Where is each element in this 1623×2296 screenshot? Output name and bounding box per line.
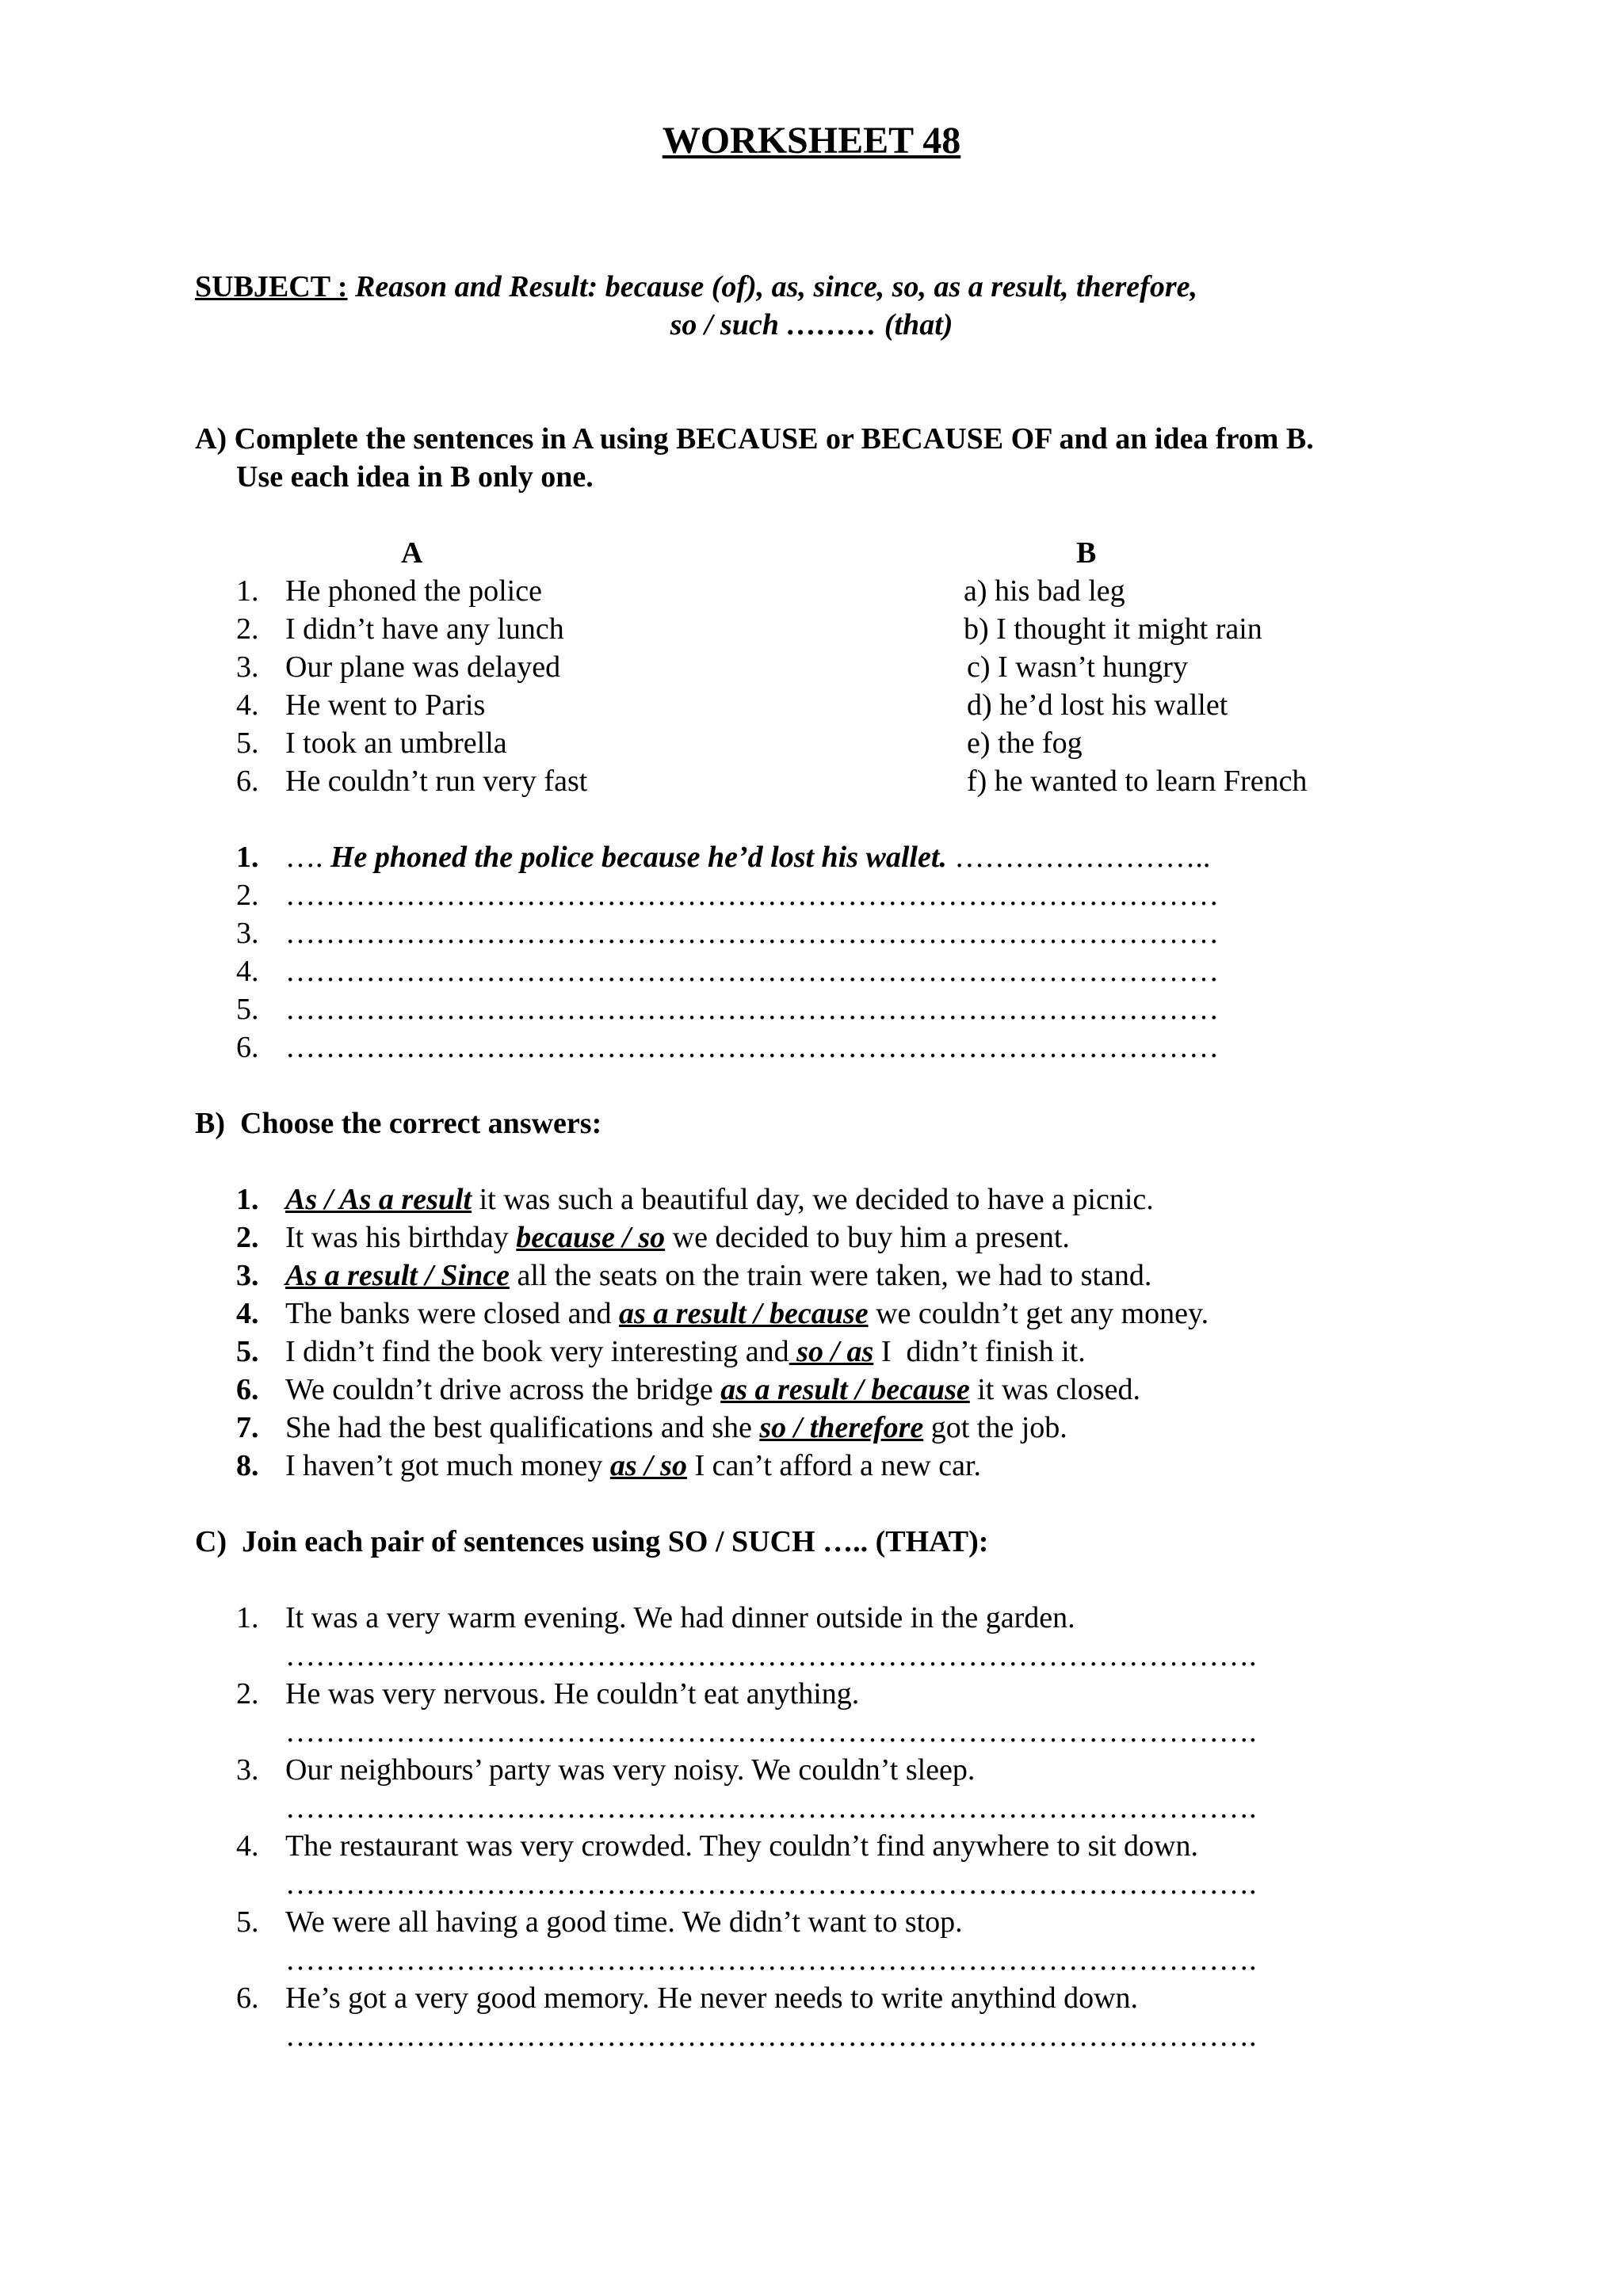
- answer-number: 3.: [236, 917, 259, 950]
- question-number: 5.: [236, 1335, 259, 1368]
- answer-blank-line[interactable]: …………………………………………………………………………………….: [285, 1715, 1257, 1749]
- choice-option[interactable]: because / so: [516, 1221, 666, 1254]
- answer-blank-line[interactable]: …………………………………………………………………………………….: [285, 1791, 1257, 1825]
- column-b-item: d) he’d lost his wallet: [967, 688, 1228, 722]
- column-a-item: He phoned the police: [285, 574, 542, 608]
- choice-sentence: [285, 1182, 1154, 1217]
- sentence-end: all the seats on the train were taken, we had to stand.: [509, 1259, 1152, 1292]
- sentence-pair: He’s got a very good memory. He never needs to write anythind down.: [285, 1981, 1139, 2015]
- sentence-pair: He was very nervous. He couldn’t eat anything.: [285, 1677, 860, 1711]
- answer-blank-line[interactable]: …………………………………………………………………………………….: [285, 2019, 1257, 2053]
- subject-text-1: Reason and Result: because (of), as, since, so, as a result, therefore,: [347, 270, 1197, 303]
- column-a-item: I took an umbrella: [285, 727, 507, 760]
- question-number: 1.: [236, 1601, 259, 1634]
- choice-option[interactable]: as a result / because: [619, 1297, 869, 1330]
- section-a-instruction-1: A) Complete the sentences in A using BECAUSE or BECAUSE OF and an idea from B.: [195, 422, 1314, 456]
- question-number: 5.: [236, 1905, 259, 1939]
- question-number: 2.: [236, 1677, 259, 1711]
- question-number: 6.: [236, 1981, 259, 2015]
- column-b-header: B: [1076, 536, 1097, 570]
- choice-option[interactable]: so / therefore: [759, 1411, 924, 1444]
- subject-text-2: so / such ……… (that): [670, 308, 953, 341]
- column-a-item: I didn’t have any lunch: [285, 612, 564, 646]
- section-a-instruction-2: Use each idea in B only one.: [236, 460, 594, 494]
- answer-number: 1.: [236, 841, 259, 874]
- question-number: 6.: [236, 1373, 259, 1406]
- choice-sentence: [285, 1334, 1086, 1369]
- sentence-pair: We were all having a good time. We didn’t want to stop.: [285, 1905, 963, 1939]
- answer-number: 2.: [236, 879, 259, 912]
- question-number: 3.: [236, 1259, 259, 1292]
- column-a-item: He couldn’t run very fast: [285, 765, 588, 798]
- choice-sentence: [285, 1410, 1067, 1445]
- section-b-instruction: B) Choose the correct answers:: [195, 1107, 602, 1140]
- question-number: 3.: [236, 1753, 259, 1787]
- column-a-header: A: [401, 536, 423, 570]
- answer-blank-line[interactable]: …………………………………………………………………………………….: [285, 1639, 1257, 1672]
- question-number: 8.: [236, 1449, 259, 1482]
- choice-sentence: [285, 1448, 981, 1483]
- subject-label: SUBJECT :: [195, 270, 348, 303]
- sentence-end: we couldn’t get any money.: [868, 1297, 1209, 1330]
- sentence-start: I didn’t find the book very interesting and: [285, 1335, 789, 1368]
- column-a-item: He went to Paris: [285, 688, 486, 722]
- sentence-pair: It was a very warm evening. We had dinner outside in the garden.: [285, 1601, 1075, 1634]
- column-a-number: 1.: [236, 574, 259, 608]
- answer-blank-line[interactable]: …………………………………………………………………………………: [285, 955, 1219, 988]
- example-answer: He phoned the police because he’d lost his wallet.: [330, 841, 947, 874]
- column-a-number: 6.: [236, 765, 259, 798]
- sentence-start: It was his birthday: [285, 1221, 517, 1254]
- column-a-number: 4.: [236, 688, 259, 722]
- section-c-instruction: C) Join each pair of sentences using SO / SUCH ….. (THAT):: [195, 1525, 989, 1558]
- answer-number: 4.: [236, 955, 259, 988]
- column-a-number: 5.: [236, 727, 259, 760]
- question-number: 4.: [236, 1829, 259, 1863]
- column-b-item: b) I thought it might rain: [964, 612, 1262, 646]
- column-a-item: Our plane was delayed: [285, 650, 561, 684]
- question-number: 2.: [236, 1221, 259, 1254]
- column-b-item: f) he wanted to learn French: [967, 765, 1308, 798]
- answer-blank-line[interactable]: …………………………………………………………………………………: [285, 879, 1219, 912]
- sentence-pair: The restaurant was very crowded. They couldn’t find anywhere to sit down.: [285, 1829, 1198, 1863]
- answer-number: 5.: [236, 993, 259, 1026]
- answer-line-example: [285, 840, 1210, 875]
- sentence-end: got the job.: [923, 1411, 1067, 1444]
- column-b-item: a) his bad leg: [964, 574, 1125, 608]
- choice-option[interactable]: so / as: [789, 1335, 874, 1368]
- answer-trail-dots: ……………………..: [946, 841, 1211, 874]
- sentence-end: I didn’t finish it.: [873, 1335, 1086, 1368]
- sentence-start: We couldn’t drive across the bridge: [285, 1373, 721, 1406]
- choice-sentence: [285, 1296, 1209, 1331]
- answer-blank-line[interactable]: …………………………………………………………………………………: [285, 917, 1219, 950]
- sentence-start: The banks were closed and: [285, 1297, 620, 1330]
- worksheet-title: WORKSHEET 48: [662, 120, 961, 162]
- answer-number: 6.: [236, 1031, 259, 1064]
- choice-option[interactable]: As / As a result: [285, 1183, 472, 1216]
- sentence-end: I can’t afford a new car.: [686, 1449, 981, 1482]
- answer-blank-line[interactable]: …………………………………………………………………………………: [285, 993, 1219, 1026]
- sentence-end: it was closed.: [969, 1373, 1141, 1406]
- choice-option[interactable]: as a result / because: [720, 1373, 970, 1406]
- sentence-end: it was such a beautiful day, we decided to have a picnic.: [472, 1183, 1154, 1216]
- column-a-number: 3.: [236, 650, 259, 684]
- sentence-start: I haven’t got much money: [285, 1449, 610, 1482]
- answer-lead-dots: ….: [285, 841, 330, 874]
- question-number: 7.: [236, 1411, 259, 1444]
- choice-option[interactable]: As a result / Since: [285, 1259, 510, 1292]
- column-a-number: 2.: [236, 612, 259, 646]
- sentence-start: She had the best qualifications and she: [285, 1411, 760, 1444]
- subject-line-1: [195, 269, 1197, 304]
- column-b-item: e) the fog: [967, 727, 1083, 760]
- question-number: 4.: [236, 1297, 259, 1330]
- sentence-pair: Our neighbours’ party was very noisy. We couldn’t sleep.: [285, 1753, 976, 1787]
- choice-option[interactable]: as / so: [609, 1449, 687, 1482]
- answer-blank-line[interactable]: …………………………………………………………………………………….: [285, 1943, 1257, 1977]
- answer-blank-line[interactable]: …………………………………………………………………………………….: [285, 1867, 1257, 1901]
- sentence-end: we decided to buy him a present.: [665, 1221, 1070, 1254]
- choice-sentence: [285, 1220, 1070, 1255]
- choice-sentence: [285, 1372, 1140, 1407]
- question-number: 1.: [236, 1183, 259, 1216]
- column-b-item: c) I wasn’t hungry: [967, 650, 1188, 684]
- choice-sentence: [285, 1258, 1151, 1293]
- answer-blank-line[interactable]: …………………………………………………………………………………: [285, 1031, 1219, 1064]
